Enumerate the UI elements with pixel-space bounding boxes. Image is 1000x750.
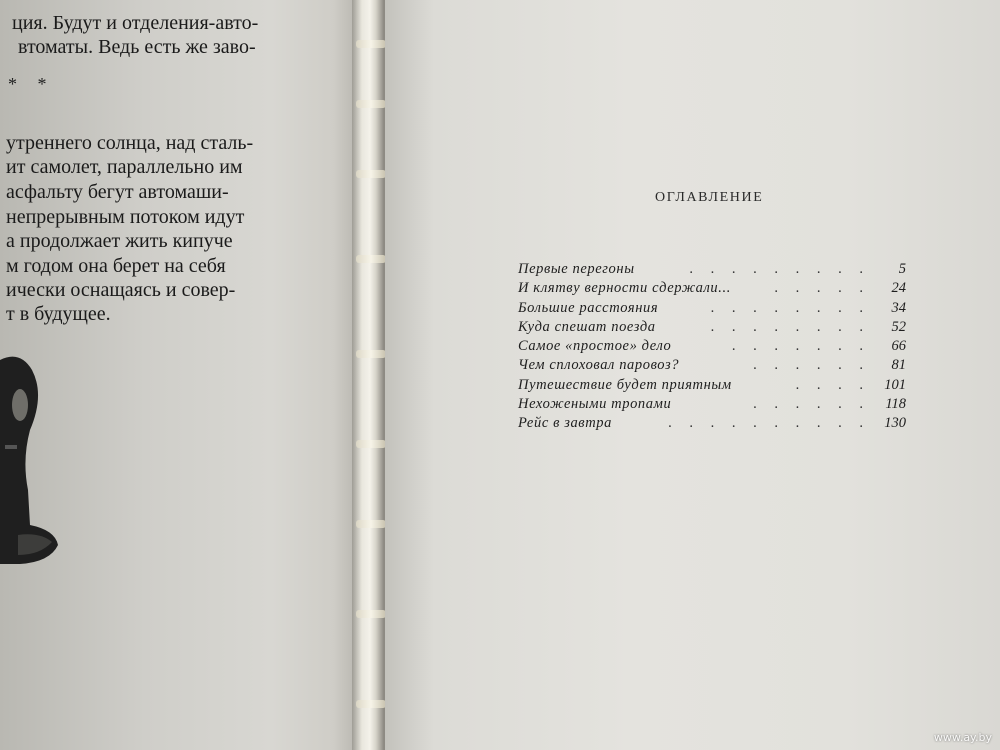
section-separator: * *	[8, 74, 55, 94]
toc-leader-dots: . . . . . . . . . .	[668, 415, 870, 432]
toc-entry	[518, 300, 908, 319]
left-line-4: ит самолет, параллельно им	[6, 156, 243, 178]
illustration-fragment	[0, 350, 70, 570]
binding-stitch	[356, 40, 386, 48]
toc-entry	[518, 377, 908, 396]
toc-page-number: 24	[891, 280, 906, 297]
toc-page-number: 52	[891, 318, 906, 335]
toc-entry	[518, 338, 908, 357]
toc-page-number: 34	[891, 299, 906, 316]
toc-entry	[518, 261, 908, 280]
toc-leader-dots: . . . . . . . .	[710, 299, 870, 316]
left-line-1: ция. Будут и отделения-авто-	[12, 12, 259, 34]
toc-page-number: 5	[898, 261, 906, 277]
toc-leader-dots: . . . . . . . . .	[689, 261, 870, 277]
binding-stitch	[356, 700, 386, 708]
toc-leader-dots: . . . . . .	[753, 357, 870, 374]
binding-stitch	[356, 100, 386, 108]
left-line-8: м годом она берет на себя	[6, 255, 226, 277]
left-line-9: ически оснащаясь и совер-	[6, 279, 236, 301]
left-line-2: втоматы. Ведь есть же заво-	[18, 36, 256, 58]
binding-stitch	[356, 610, 386, 618]
binding-stitch	[356, 170, 386, 178]
toc-page-number: 66	[891, 338, 906, 355]
table-of-contents	[518, 261, 908, 435]
toc-entry-title: Первые перегоны	[518, 261, 635, 277]
left-line-10: т в будущее.	[6, 303, 111, 325]
toc-entry	[518, 319, 908, 338]
toc-page-number: 130	[884, 415, 906, 432]
binding-stitch	[356, 520, 386, 528]
binding-stitch	[356, 440, 386, 448]
left-line-3: утреннего солнца, над сталь-	[6, 132, 254, 154]
left-line-5: асфальту бегут автомаши-	[6, 181, 229, 203]
toc-entry	[518, 415, 908, 434]
toc-leader-dots: . . . . . .	[753, 396, 870, 413]
toc-entry	[518, 280, 908, 299]
toc-leader-dots: . . . .	[795, 376, 870, 393]
toc-entry-title: Путешествие будет приятным	[518, 376, 732, 393]
toc-page-number: 81	[891, 357, 906, 374]
toc-entry-title: И клятву верности сдержали...	[518, 280, 731, 297]
toc-leader-dots: . . . . . . . .	[710, 318, 870, 335]
toc-entry-title: Самое «простое» дело	[518, 338, 672, 355]
left-line-7: а продолжает жить кипуче	[6, 230, 233, 252]
left-line-6: непрерывным потоком идут	[6, 206, 245, 228]
toc-leader-dots: . . . . .	[774, 280, 870, 297]
toc-entry-title: Нехожеными тропами	[518, 396, 672, 413]
toc-page-number: 101	[884, 376, 906, 393]
left-page	[0, 0, 362, 750]
toc-entry-title: Куда спешат поезда	[518, 318, 656, 335]
toc-entry	[518, 357, 908, 376]
toc-leader-dots: . . . . . . .	[731, 338, 870, 355]
toc-entry-title: Рейс в завтра	[518, 415, 612, 432]
toc-heading: ОГЛАВЛЕНИЕ	[655, 190, 764, 205]
toc-page-number: 118	[885, 396, 906, 413]
binding-stitch	[356, 350, 386, 358]
toc-entry-title: Чем сплоховал паровоз?	[518, 357, 680, 374]
watermark: www.ay.by	[933, 731, 992, 744]
binding-stitch	[356, 255, 386, 263]
toc-entry-title: Большие расстояния	[518, 299, 659, 316]
toc-entry	[518, 396, 908, 415]
